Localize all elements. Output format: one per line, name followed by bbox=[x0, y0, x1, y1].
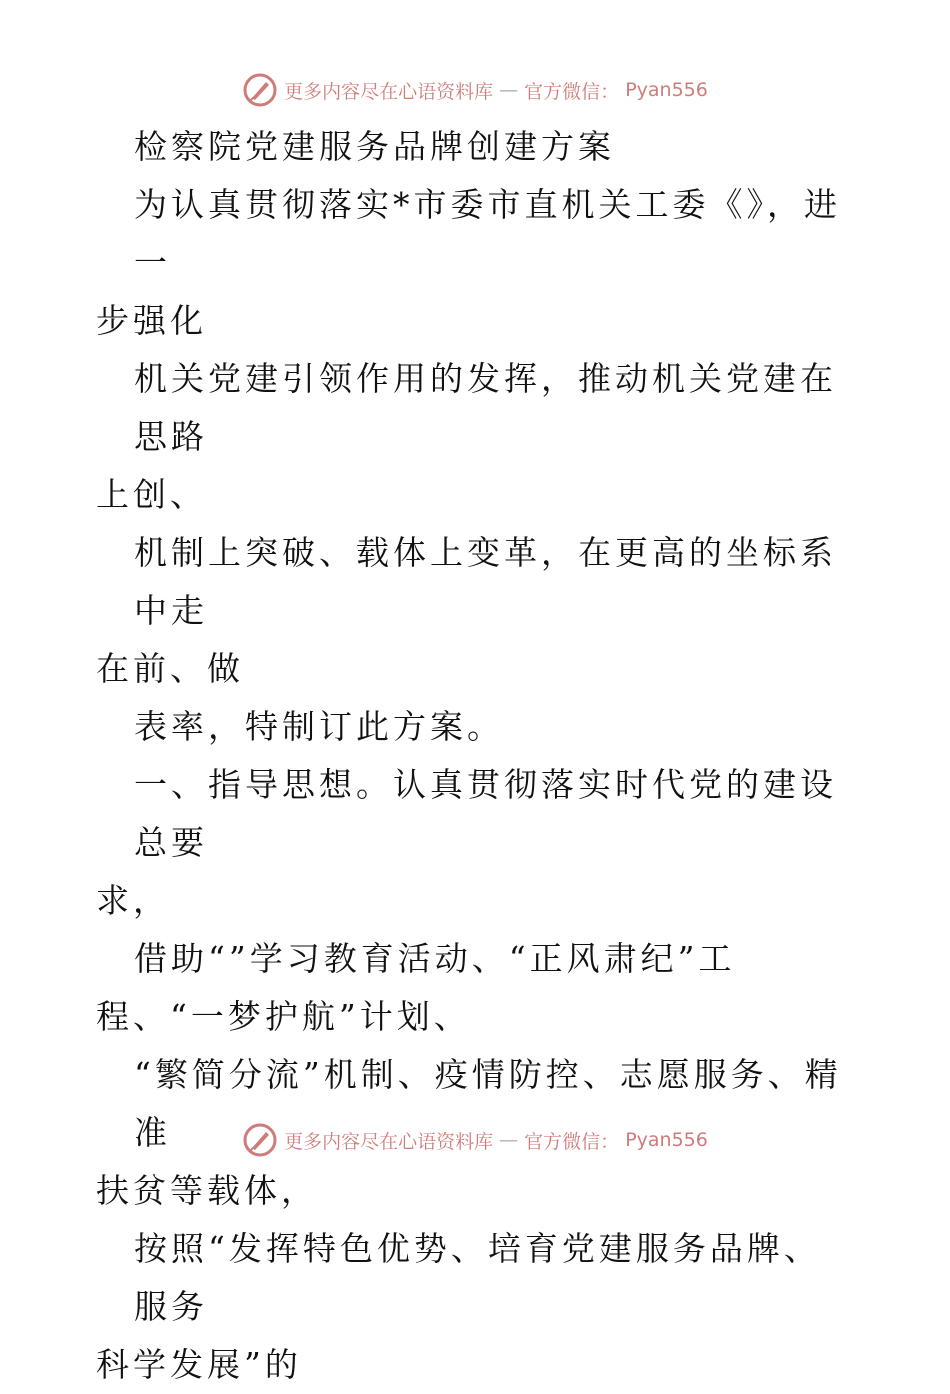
text-line: 在前、做 bbox=[96, 649, 244, 688]
quill-seal-icon bbox=[242, 1122, 278, 1158]
text-line: 借助“”学习教育活动、“正风肃纪”工 bbox=[134, 939, 736, 978]
watermark-separator: — bbox=[499, 1129, 519, 1151]
text-line: 机制上突破、载体上变革，在更高的坐标系中走 bbox=[134, 533, 837, 630]
text-line: “繁简分流”机制、疫情防控、志愿服务、精准 bbox=[134, 1055, 842, 1152]
text-line: 机关党建引领作用的发挥，推动机关党建在思路 bbox=[134, 359, 837, 456]
header-watermark bbox=[0, 70, 950, 110]
text-line: 按照“发挥特色优势、培育党建服务品牌、服务 bbox=[134, 1229, 821, 1326]
text-line: 求， bbox=[96, 881, 170, 920]
document-title: 检察院党建服务品牌创建方案 bbox=[134, 127, 615, 166]
text-line: 上创、 bbox=[96, 475, 207, 514]
watermark-wechat-id: Pyan556 bbox=[625, 1129, 708, 1151]
watermark-wechat-id: Pyan556 bbox=[625, 79, 708, 101]
document-body bbox=[96, 118, 856, 1394]
text-line: 为认真贯彻落实*市委市直机关工委《》，进一 bbox=[134, 185, 841, 282]
text-line: 科学发展”的 bbox=[96, 1345, 302, 1384]
text-line: 程、“一梦护航”计划、 bbox=[96, 997, 471, 1036]
text-line: 表率，特制订此方案。 bbox=[134, 707, 504, 746]
text-line: 步强化 bbox=[96, 301, 207, 340]
watermark-wechat-label: 官方微信： bbox=[524, 1130, 620, 1153]
quill-seal-icon bbox=[242, 72, 278, 108]
text-line: 扶贫等载体， bbox=[96, 1171, 318, 1210]
watermark-wechat-label: 官方微信： bbox=[524, 80, 620, 103]
watermark-separator: — bbox=[499, 79, 519, 101]
watermark-brand: 更多内容尽在心语资料库 bbox=[284, 1130, 494, 1153]
footer-watermark bbox=[0, 1120, 950, 1160]
watermark-brand: 更多内容尽在心语资料库 bbox=[284, 80, 494, 103]
section-heading-line: 一、指导思想。认真贯彻落实时代党的建设总要 bbox=[134, 765, 837, 862]
